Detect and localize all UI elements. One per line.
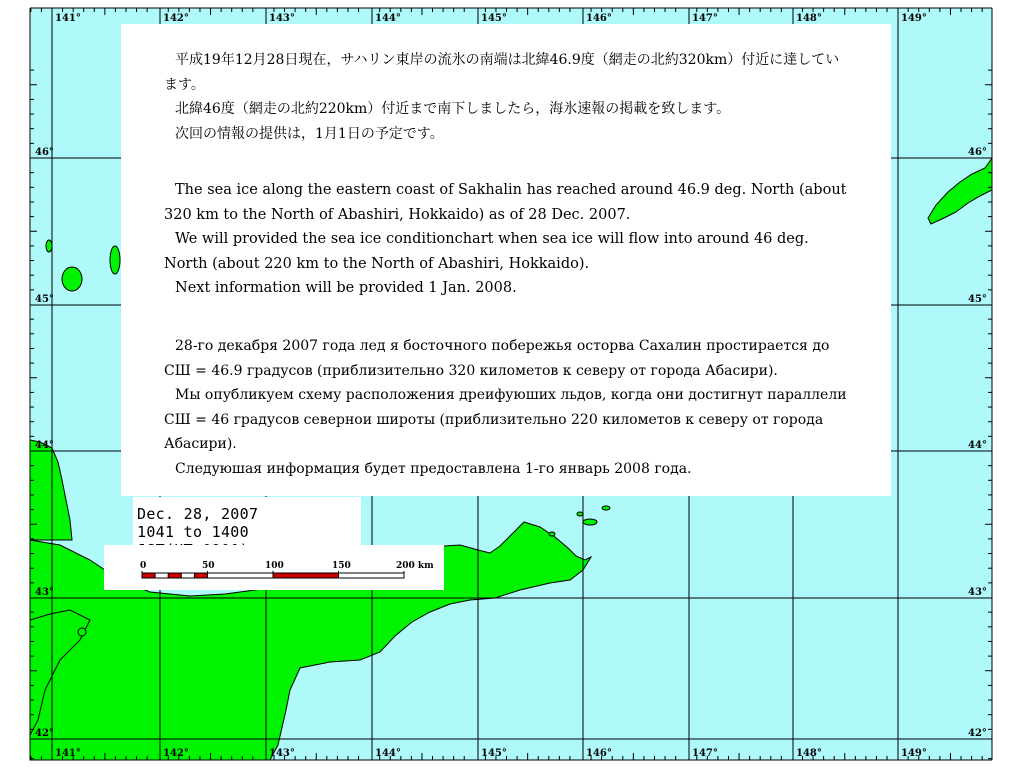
lon-label-143-bottom: 143° — [269, 748, 295, 759]
lon-label-144-bottom: 144° — [375, 748, 401, 759]
lat-label-43-right: 43° — [968, 587, 987, 598]
lat-label-42-left: 42° — [35, 728, 54, 739]
lon-label-142-bottom: 142° — [163, 748, 189, 759]
lon-label-141-bottom: 141° — [55, 748, 81, 759]
lat-label-42-right: 42° — [968, 728, 987, 739]
notice-ru-line-3: Следуюшая информация будет предоставлена 1-го январь 2008 года. — [175, 460, 692, 477]
scale-segment — [273, 573, 339, 578]
sea-ice-notice — [121, 24, 891, 496]
island-west-1 — [62, 267, 82, 291]
lon-label-144-top: 144° — [375, 13, 401, 24]
scale-tick-label-0: 0 — [140, 561, 147, 571]
island-west-2 — [46, 240, 52, 252]
notice-japanese — [121, 48, 891, 146]
island-east-2 — [583, 519, 597, 525]
lon-label-145-bottom: 145° — [481, 748, 507, 759]
lon-label-147-bottom: 147° — [692, 748, 718, 759]
lon-label-149-top: 149° — [901, 13, 927, 24]
lon-label-143-top: 143° — [269, 13, 295, 24]
notice-ja-line-2: 北緯46度（網走の北約220km）付近まで南下しましたら，海氷速報の掲載を致します。 — [175, 101, 731, 117]
observation-time: 1041 to 1400 — [137, 523, 249, 541]
lon-label-149-bottom: 149° — [901, 748, 927, 759]
notice-ru-line-1: 28-го декабря 2007 года лед я босточного побережья осторва Сахалин простирается до СШ = 46.9 градусов (приблизительно 320 километов к северу от города Абасири). — [164, 338, 830, 379]
scale-tick-label-50: 50 — [202, 561, 215, 571]
lon-label-145-top: 145° — [481, 13, 507, 24]
island-west-3 — [110, 246, 120, 274]
lat-label-46-right: 46° — [968, 147, 987, 158]
notice-en-line-3: Next information will be provided 1 Jan. 2008. — [175, 280, 517, 296]
notice-ru-line-2: Мы опубликуем схему расположения дреифуюших льдов, когда они достигнут параллели СШ = 46 градусов севернои широты (приблизительно 220 километов к северу от города Абасири). — [164, 387, 847, 452]
observation-time-block — [133, 497, 361, 545]
notice-english — [121, 178, 891, 301]
notice-russian — [121, 334, 891, 481]
lat-label-45-left: 45° — [35, 294, 54, 305]
scale-segment — [142, 573, 155, 578]
island-south-1 — [78, 628, 86, 636]
observation-date: Dec. 28, 2007 — [137, 505, 259, 523]
scale-bar — [104, 545, 444, 590]
island-east-3 — [549, 532, 555, 536]
lat-label-43-left: 43° — [35, 587, 54, 598]
scale-tick-label-200: 200 km — [396, 561, 434, 571]
scale-tick-label-150: 150 — [332, 561, 351, 571]
lon-label-142-top: 142° — [163, 13, 189, 24]
lon-label-147-top: 147° — [692, 13, 718, 24]
scale-bar-box — [104, 545, 444, 590]
scale-segment — [168, 573, 181, 578]
notice-en-line-1: The sea ice along the eastern coast of Sakhalin has reached around 46.9 deg. North (about 320 km to the North of Abashiri, Hokkaido) as of 28 Dec. 2007. — [164, 182, 847, 223]
longitude-labels-top — [55, 13, 927, 24]
notice-ja-line-3: 次回の情報の提供は，1月1日の予定です。 — [175, 125, 444, 142]
lon-label-148-bottom: 148° — [796, 748, 822, 759]
scale-segment — [194, 573, 207, 578]
notice-ja-line-1: 平成19年12月28日現在，サハリン東岸の流氷の南端は北緯46.9度（網走の北約320km）付近に達しています。 — [164, 52, 840, 93]
lon-label-146-bottom: 146° — [586, 748, 612, 759]
notice-en-line-2: We will provided the sea ice conditionchart when sea ice will flow into around 46 deg. North (about 220 km to the North of Abashiri, Hokkaido). — [164, 231, 809, 272]
lat-label-44-right: 44° — [968, 440, 987, 451]
lat-label-45-right: 45° — [968, 294, 987, 305]
lon-label-146-top: 146° — [586, 13, 612, 24]
lat-label-46-left: 46° — [35, 147, 54, 158]
lon-label-148-top: 148° — [796, 13, 822, 24]
scale-tick-label-100: 100 — [265, 561, 284, 571]
island-east-1 — [602, 506, 610, 510]
island-east-4 — [577, 512, 583, 516]
longitude-labels-bottom — [55, 748, 927, 759]
lat-label-44-left: 44° — [35, 440, 54, 451]
lon-label-141-top: 141° — [55, 13, 81, 24]
